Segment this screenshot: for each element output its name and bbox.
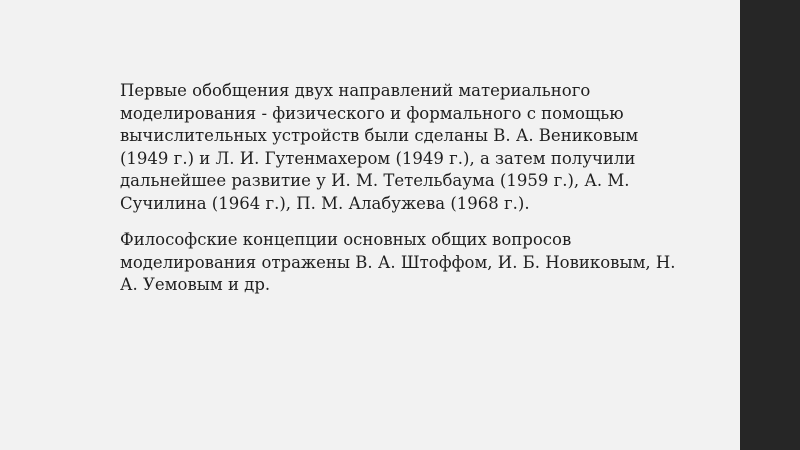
paragraph-line: вычислительных устройств были сделаны В. А. Вениковым: [120, 126, 639, 145]
paragraph-2: [88, 229, 688, 297]
paragraph-line: Первые обобщения двух направлений материального: [120, 81, 591, 100]
paragraph-line: моделирования отражены В. А. Штоффом, И. Б. Новиковым, Н.: [120, 252, 676, 272]
paragraph-1: [88, 80, 688, 215]
paragraph-line: Сучилина (1964 г.), П. М. Алабужева (1968 г.).: [120, 193, 530, 213]
paragraph-line: А. Уемовым и др.: [120, 275, 271, 294]
side-bar: [740, 0, 800, 450]
paragraph-line: (1949 г.) и Л. И. Гутенмахером (1949 г.), а затем получили: [120, 148, 636, 168]
paragraph-line: моделирования - физического и формального с помощью: [120, 103, 624, 123]
paragraph-line: дальнейшее развитие у И. М. Тетельбаума (1959 г.), А. М.: [120, 171, 630, 190]
paragraph-line: Философские концепции основных общих вопросов: [120, 230, 572, 249]
slide-text: [88, 80, 688, 311]
